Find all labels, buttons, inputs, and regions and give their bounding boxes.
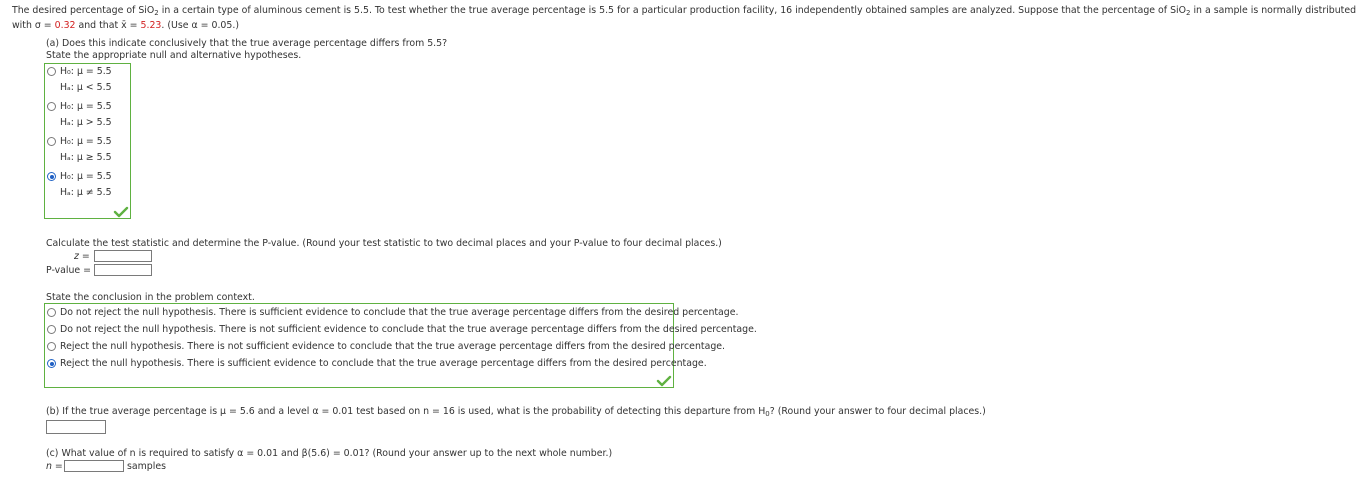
z-label: z = xyxy=(74,251,90,262)
hypothesis-option-3-radio[interactable] xyxy=(47,137,56,146)
problem-statement-line2: with σ = 0.32 and that x̄ = 5.23. (Use α = 0.05.) xyxy=(12,20,239,31)
samples-unit-label: samples xyxy=(127,461,166,472)
power-probability-input[interactable] xyxy=(46,420,106,434)
conclusion-option-2-radio[interactable] xyxy=(47,325,56,334)
sigma-value: 0.32 xyxy=(54,20,76,31)
conclusion-option-2-text: Do not reject the null hypothesis. There is not sufficient evidence to conclude that the true average percentage differs from the desired percentage. xyxy=(60,324,757,335)
p-value-input[interactable] xyxy=(94,264,152,276)
hypothesis-option-4-h0: H₀: μ = 5.5 xyxy=(60,171,112,182)
conclusion-instruction: State the conclusion in the problem context. xyxy=(46,292,255,303)
part-c-question: (c) What value of n is required to satisfy α = 0.01 and β(5.6) = 0.01? (Round your answer up to the next whole number.) xyxy=(46,448,613,459)
hypothesis-option-2-radio[interactable] xyxy=(47,102,56,111)
hypothesis-option-1-ha: Hₐ: μ < 5.5 xyxy=(60,82,112,93)
correct-check-icon xyxy=(114,207,128,217)
hypothesis-option-4-ha: Hₐ: μ ≠ 5.5 xyxy=(60,187,112,198)
hypothesis-option-3-ha: Hₐ: μ ≥ 5.5 xyxy=(60,152,112,163)
conclusion-option-4-radio[interactable] xyxy=(47,359,56,368)
conclusion-option-1-text: Do not reject the null hypothesis. There is sufficient evidence to conclude that the true average percentage differs from the desired percentage. xyxy=(60,307,739,318)
xbar-value: 5.23 xyxy=(140,20,162,31)
conclusion-option-4-text: Reject the null hypothesis. There is sufficient evidence to conclude that the true average percentage differs from the desired percentage. xyxy=(60,358,707,369)
problem-statement-line1: The desired percentage of SiO$_2$ in a certain type of aluminous cement is 5.5. To test whether the true average percentage is 5.5 for a particular production facility, 16 independently obtained samples are analyzed. Suppose that the percentage of SiO$_2$ in a sample is normally distributed xyxy=(12,5,1356,17)
part-b-question: (b) If the true average percentage is μ = 5.6 and a level α = 0.01 test based on n = 16 is used, what is the probability of detecting this departure from $H_0$? (Round your answer to four decimal places.) xyxy=(46,406,986,418)
calc-instruction: Calculate the test statistic and determine the P-value. (Round your test statistic to two decimal places and your P-value to four decimal places.) xyxy=(46,238,722,249)
hypothesis-option-2-ha: Hₐ: μ > 5.5 xyxy=(60,117,112,128)
part-a-question: (a) Does this indicate conclusively that the true average percentage differs from 5.5? xyxy=(46,38,448,49)
conclusion-option-1-radio[interactable] xyxy=(47,308,56,317)
conclusion-option-3-text: Reject the null hypothesis. There is not sufficient evidence to conclude that the true average percentage differs from the desired percentage. xyxy=(60,341,726,352)
n-label: n = xyxy=(46,461,63,472)
hypothesis-option-4-radio[interactable] xyxy=(47,172,56,181)
hypothesis-option-2-h0: H₀: μ = 5.5 xyxy=(60,101,112,112)
hypothesis-option-1-radio[interactable] xyxy=(47,67,56,76)
z-statistic-input[interactable] xyxy=(94,250,152,262)
conclusion-option-3-radio[interactable] xyxy=(47,342,56,351)
p-value-label: P-value = xyxy=(46,265,92,276)
hypothesis-option-1-h0: H₀: μ = 5.5 xyxy=(60,66,112,77)
correct-check-icon xyxy=(657,376,671,386)
hypothesis-option-3-h0: H₀: μ = 5.5 xyxy=(60,136,112,147)
part-a-instruction: State the appropriate null and alternative hypotheses. xyxy=(46,50,302,61)
sample-size-input[interactable] xyxy=(64,460,124,472)
